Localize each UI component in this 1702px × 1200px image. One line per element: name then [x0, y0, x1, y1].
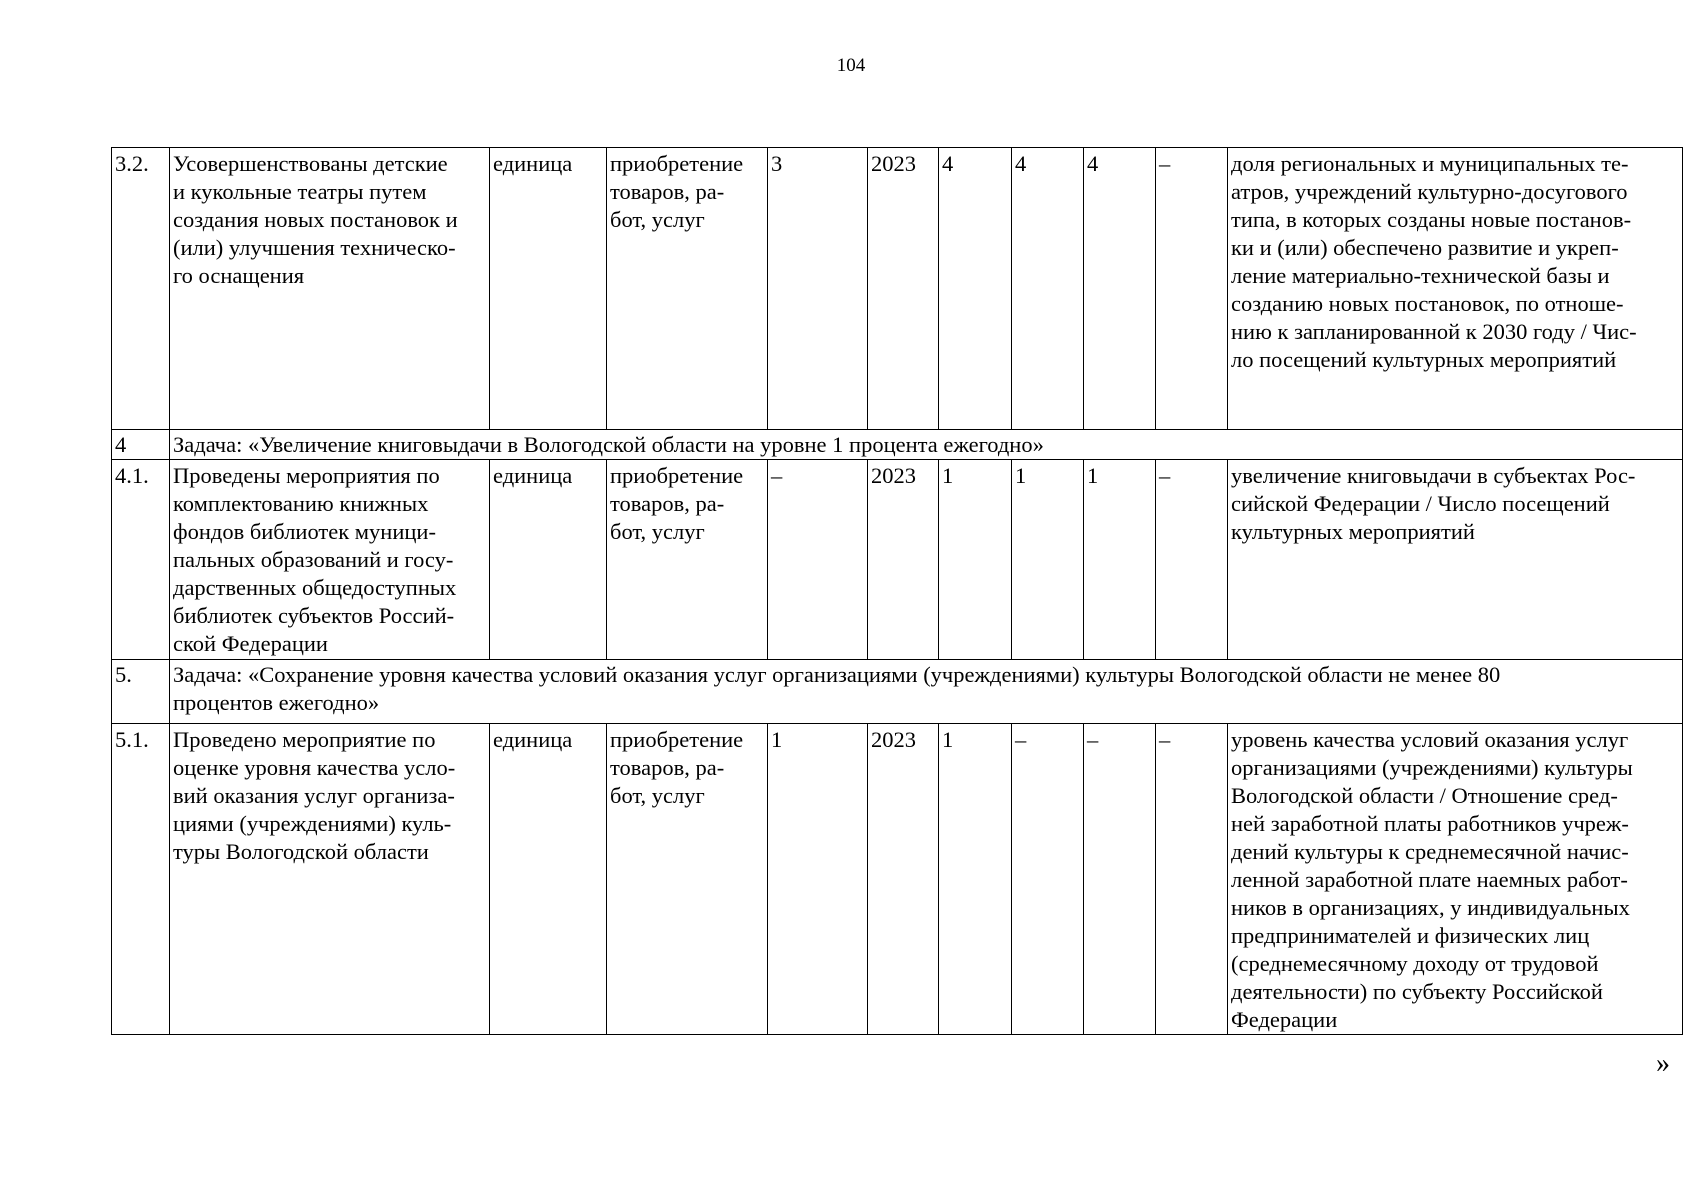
- cell-line: бот, услуг: [610, 783, 705, 808]
- cell-line: Усовершенствованы детские: [173, 151, 448, 176]
- result-name-cell: [170, 460, 490, 660]
- base-value-cell: 1: [768, 724, 868, 1035]
- cell-line: атров, учреждений культурно-досугового: [1231, 179, 1628, 204]
- cell-line: Задача: «Сохранение уровня качества условий оказания услуг организациями (учреждениями) культуры Вологодской области не менее 80: [173, 662, 1501, 687]
- cell-line: Вологодской области / Отношение сред-: [1231, 783, 1618, 808]
- value-cell-1: 4: [939, 148, 1012, 430]
- cell-line: бот, услуг: [610, 207, 705, 232]
- cell-line: пальных образований и госу-: [173, 547, 454, 572]
- row-number-cell: 5.: [112, 660, 170, 724]
- value-cell-2: 4: [1012, 148, 1084, 430]
- cell-line: Проведено мероприятие по: [173, 727, 436, 752]
- results-table: [111, 147, 1683, 1035]
- row-number-cell: 3.2.: [112, 148, 170, 430]
- cell-line: товаров, ра-: [610, 755, 725, 780]
- cell-line: доля региональных и муниципальных те-: [1231, 151, 1629, 176]
- cell-line: ленной заработной плате наемных работ-: [1231, 867, 1628, 892]
- result-type-cell: [607, 460, 768, 660]
- cell-line: нию к запланированной к 2030 году / Чис-: [1231, 319, 1637, 344]
- task-row: [112, 430, 1683, 460]
- result-type-cell: [607, 724, 768, 1035]
- cell-line: оценке уровня качества усло-: [173, 755, 456, 780]
- cell-line: организациями (учреждениями) культуры: [1231, 755, 1633, 780]
- value-cell-3: 4: [1084, 148, 1156, 430]
- result-name-cell: [170, 724, 490, 1035]
- cell-line: ней заработной платы работников учреж-: [1231, 811, 1629, 836]
- value-cell-2: –: [1012, 724, 1084, 1035]
- closing-quote: »: [1656, 1048, 1670, 1079]
- value-cell-1: 1: [939, 724, 1012, 1035]
- value-cell-4: –: [1156, 724, 1228, 1035]
- year-cell: 2023: [868, 460, 939, 660]
- task-cell: [170, 430, 1683, 460]
- cell-line: (среднемесячному доходу от трудовой: [1231, 951, 1599, 976]
- base-value-cell: 3: [768, 148, 868, 430]
- result-type-cell: [607, 148, 768, 430]
- row-number-cell: 4.1.: [112, 460, 170, 660]
- cell-line: (или) улучшения техническо-: [173, 235, 456, 260]
- cell-line: и кукольные театры путем: [173, 179, 427, 204]
- table-row: [112, 148, 1683, 430]
- table-row: [112, 460, 1683, 660]
- value-cell-2: 1: [1012, 460, 1084, 660]
- value-cell-4: –: [1156, 148, 1228, 430]
- cell-line: создания новых постановок и: [173, 207, 458, 232]
- cell-line: фондов библиотек муници-: [173, 519, 436, 544]
- unit-cell: единица: [490, 148, 607, 430]
- indicator-link-cell: [1228, 460, 1683, 660]
- cell-line: ской Федерации: [173, 631, 328, 656]
- year-cell: 2023: [868, 724, 939, 1035]
- cell-line: приобретение: [610, 151, 744, 176]
- cell-line: культурных мероприятий: [1231, 519, 1475, 544]
- cell-line: дарственных общедоступных: [173, 575, 457, 600]
- unit-cell: единица: [490, 460, 607, 660]
- cell-line: ников в организациях, у индивидуальных: [1231, 895, 1630, 920]
- cell-line: ло посещений культурных мероприятий: [1231, 347, 1617, 372]
- value-cell-1: 1: [939, 460, 1012, 660]
- table-body: [112, 148, 1683, 1035]
- cell-line: уровень качества условий оказания услуг: [1231, 727, 1629, 752]
- cell-line: увеличение книговыдачи в субъектах Рос-: [1231, 463, 1636, 488]
- cell-line: библиотек субъектов Россий-: [173, 603, 455, 628]
- cell-line: товаров, ра-: [610, 491, 725, 516]
- year-cell: 2023: [868, 148, 939, 430]
- cell-line: циями (учреждениями) куль-: [173, 811, 452, 836]
- value-cell-4: –: [1156, 460, 1228, 660]
- cell-line: Проведены мероприятия по: [173, 463, 440, 488]
- unit-cell: единица: [490, 724, 607, 1035]
- cell-line: ление материально-технической базы и: [1231, 263, 1610, 288]
- task-row: [112, 660, 1683, 724]
- task-cell: [170, 660, 1683, 724]
- cell-line: товаров, ра-: [610, 179, 725, 204]
- indicator-link-cell: [1228, 724, 1683, 1035]
- cell-line: типа, в которых созданы новые постанов-: [1231, 207, 1632, 232]
- cell-line: приобретение: [610, 463, 744, 488]
- cell-line: приобретение: [610, 727, 744, 752]
- base-value-cell: –: [768, 460, 868, 660]
- result-name-cell: [170, 148, 490, 430]
- value-cell-3: –: [1084, 724, 1156, 1035]
- cell-line: бот, услуг: [610, 519, 705, 544]
- cell-line: предпринимателей и физических лиц: [1231, 923, 1590, 948]
- page-number: 104: [836, 55, 866, 76]
- cell-line: деятельности) по субъекту Российской: [1231, 979, 1603, 1004]
- indicator-link-cell: [1228, 148, 1683, 430]
- cell-line: дений культуры к среднемесячной начис-: [1231, 839, 1629, 864]
- cell-line: вий оказания услуг организа-: [173, 783, 455, 808]
- cell-line: сийской Федерации / Число посещений: [1231, 491, 1610, 516]
- table-row: [112, 724, 1683, 1035]
- value-cell-3: 1: [1084, 460, 1156, 660]
- cell-line: процентов ежегодно»: [173, 690, 380, 715]
- cell-line: ки и (или) обеспечено развитие и укреп-: [1231, 235, 1619, 260]
- cell-line: Задача: «Увеличение книговыдачи в Вологодской области на уровне 1 процента ежегодно»: [173, 432, 1044, 457]
- cell-line: туры Вологодской области: [173, 839, 429, 864]
- cell-line: комплектованию книжных: [173, 491, 429, 516]
- cell-line: Федерации: [1231, 1007, 1338, 1032]
- row-number-cell: 5.1.: [112, 724, 170, 1035]
- cell-line: го оснащения: [173, 263, 305, 288]
- row-number-cell: 4: [112, 430, 170, 460]
- cell-line: созданию новых постановок, по отноше-: [1231, 291, 1624, 316]
